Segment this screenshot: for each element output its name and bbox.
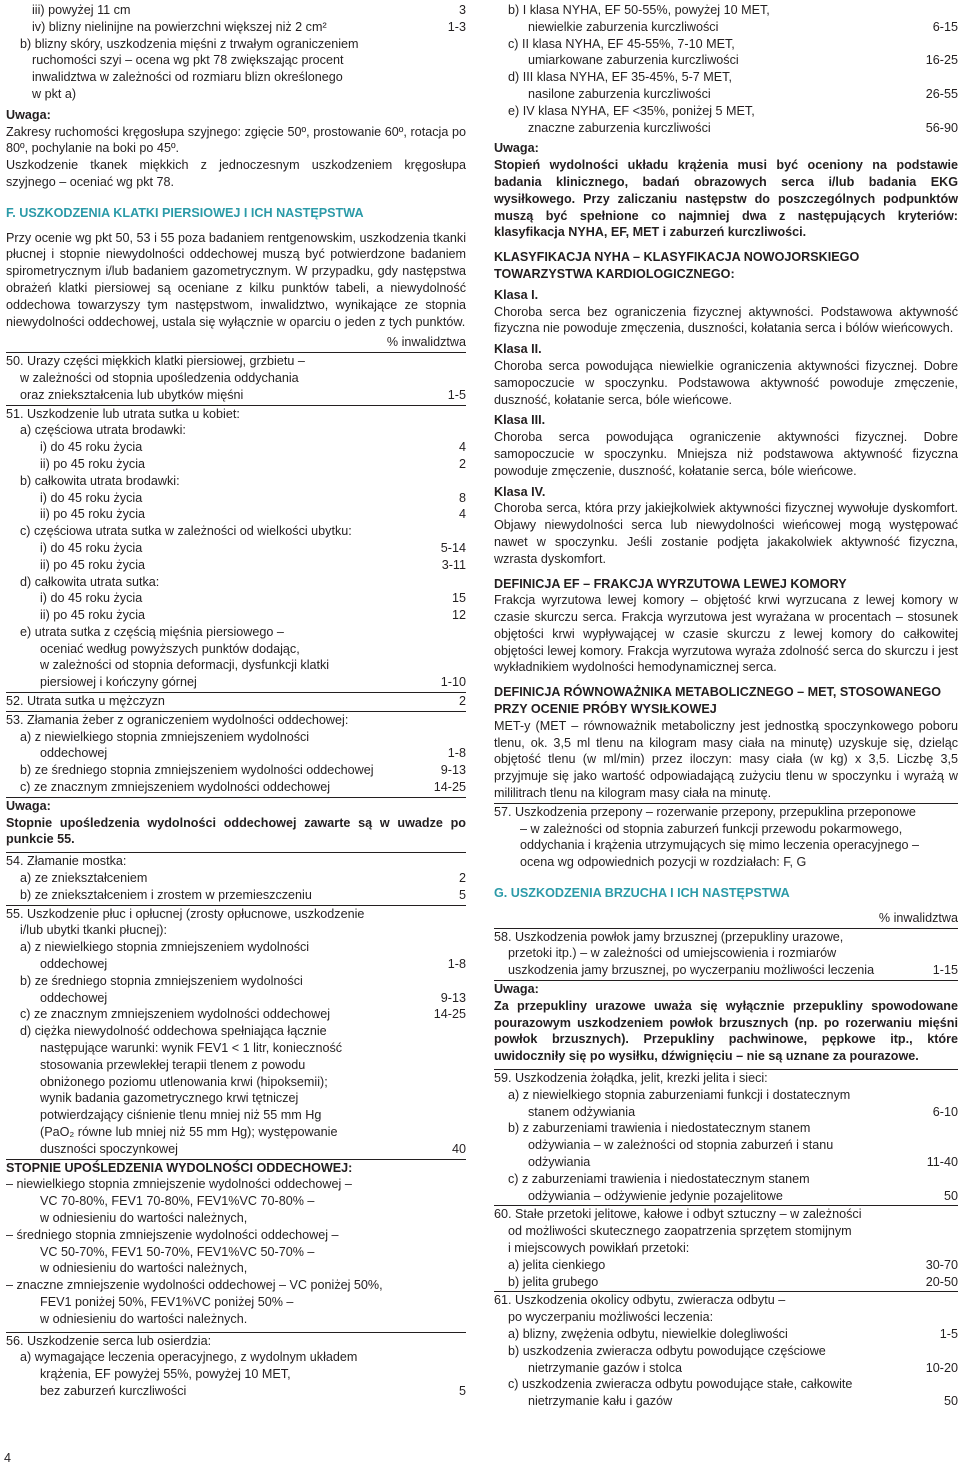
list-item — [6, 540, 466, 557]
item-text: a) blizny, zwężenia odbytu, niewielkie dolegliwości — [508, 1326, 788, 1341]
item-value: 1-5 — [447, 387, 466, 402]
item-text: iv) blizny nielinijne na powierzchni większej niż 2 cm² — [32, 19, 327, 34]
item-text: nietrzymanie kału i gazów — [528, 1394, 673, 1409]
list-item — [494, 1309, 958, 1326]
list-item — [6, 86, 466, 103]
item-text: potwierdzający ciśnienie tlenu mniej niż 55 mm Hg — [40, 1108, 322, 1123]
item-text: c) II klasa NYHA, EF 45-55%, 7-10 MET, — [508, 36, 735, 51]
items-list — [494, 1069, 958, 1410]
item-text: ii) po 45 roku życia — [40, 507, 145, 522]
list-item — [6, 353, 466, 370]
item-text: krążenia, EF powyżej 55%, powyżej 10 MET, — [40, 1367, 291, 1382]
list-item — [494, 1292, 958, 1309]
list-item — [6, 956, 466, 973]
list-item — [494, 804, 958, 821]
item-text: oddychania i krążenia utrzymujących się mimo leczenia operacyjnego – — [520, 838, 920, 853]
item-text: 60. Stałe przetoki jelitowe, kałowe i odbyt sztuczny – w zależności — [494, 1207, 862, 1222]
item-value: 15 — [451, 591, 466, 606]
list-item — [494, 962, 958, 979]
list-item — [6, 1074, 466, 1091]
item-text: w odniesieniu do wartości należnych, — [40, 1261, 248, 1276]
met-title: DEFINICJA RÓWNOWAŻNIKA METABOLICZNEGO – MET, STOSOWANEGO PRZY OCENIE PRÓBY WYSIŁKOWEJ — [494, 685, 942, 717]
item-text: a) z niewielkiego stopnia zmniejszeniem wydolności — [20, 729, 310, 744]
item-text: i) do 45 roku życia — [40, 591, 143, 606]
class-text: Choroba serca bez ograniczenia fizycznej aktywności. Podstawowa aktywność fizyczna nie powoduje zmęczenia, duszności, kołatania serca i bólów wieńcowych. — [494, 304, 958, 336]
list-item — [6, 1023, 466, 1040]
list-item — [494, 1137, 958, 1154]
item-text: 61. Uszkodzenia okolicy odbytu, zwieracza odbytu – — [494, 1293, 786, 1308]
list-item — [6, 1277, 466, 1294]
item-value: 5 — [458, 1383, 466, 1398]
item-text: 52. Utrata sutka u mężczyzn — [6, 694, 165, 709]
list-item — [6, 1294, 466, 1311]
page-number: 4 — [4, 1451, 12, 1465]
class-label: Klasa II. — [494, 342, 542, 357]
list-item — [6, 506, 466, 523]
item-value: 1-15 — [932, 963, 958, 978]
item-text: w zależności od stopnia deformacji, dysfunkcji klatki — [40, 658, 330, 673]
item-text: b) ze zniekształceniem i zrostem w przemieszczeniu — [20, 887, 312, 902]
items-list — [6, 1332, 466, 1400]
item-text: ocena wg odpowiednich pozycji w rozdziałach: F, G — [520, 855, 807, 870]
list-item — [6, 939, 466, 956]
item-text: – znaczne zmniejszenie wydolności oddechowej – VC poniżej 50%, — [6, 1278, 383, 1293]
list-item — [6, 52, 466, 69]
list-item — [494, 36, 958, 53]
item-text: FEV1 poniżej 50%, FEV1%VC poniżej 50% – — [40, 1294, 294, 1309]
list-item — [494, 52, 958, 69]
levels-list — [6, 1176, 466, 1327]
item-text: duszności spoczynkowej — [40, 1141, 178, 1156]
class-label: Klasa IV. — [494, 484, 546, 499]
list-item — [6, 1210, 466, 1227]
item-text: b) I klasa NYHA, EF 50-55%, powyżej 10 MET, — [508, 3, 770, 17]
item-text: 55. Uszkodzenie płuc i opłucnej (zrosty opłucnowe, uszkodzenie — [6, 906, 365, 921]
item-text: e) IV klasa NYHA, EF <35%, poniżej 5 MET, — [508, 103, 755, 118]
list-item — [6, 624, 466, 641]
item-text: – niewielkiego stopnia zmniejszenie wydolności oddechowej – — [6, 1177, 352, 1192]
list-item — [494, 1171, 958, 1188]
item-value: 2 — [458, 456, 466, 471]
item-text: i) do 45 roku życia — [40, 490, 143, 505]
list-item — [6, 990, 466, 1007]
item-value: 3 — [458, 3, 466, 17]
item-text: ruchomości szyi – ocena wg pkt 78 zwiększając procent — [32, 53, 344, 68]
note-text: Za przepukliny urazowe uważa się wyłącznie przepukliny spowodowane pourazowym uszkodzeniem powłok brzusznych (np. po rozerwaniu mięśni powłok brzusznych). Przepukliny pachwinowe, pępkowe itp., które uwidoczniły się po wysiłku, dźwignięciu – nie są uznane za pourazowe. — [494, 998, 958, 1064]
item-value: 14-25 — [433, 780, 466, 795]
item-value: 1-5 — [939, 1326, 958, 1341]
list-item — [6, 657, 466, 674]
item-text: 50. Urazy części miękkich klatki piersiowej, grzbietu – — [6, 354, 305, 369]
list-item — [6, 1176, 466, 1193]
list-item — [6, 762, 466, 779]
list-item — [6, 406, 466, 423]
list-item — [494, 1326, 958, 1343]
item-text: i) do 45 roku życia — [40, 540, 143, 555]
item-text: odżywiania – odżywienie jedynie pozajelitowe — [528, 1188, 783, 1203]
percent-header: % inwalidztwa — [878, 910, 958, 925]
item-value: 20-50 — [925, 1274, 958, 1289]
list-item — [494, 86, 958, 103]
item-text: inwalidztwa w zależności od rozmiaru blizn określonego — [32, 70, 343, 85]
item-text: w zależności od stopnia upośledzenia oddychania — [20, 370, 299, 385]
list-item — [6, 1366, 466, 1383]
item-text: oceniać według powyższych punktów dodając, — [40, 641, 300, 656]
list-item — [494, 103, 958, 120]
list-item — [6, 922, 466, 939]
section-title: F. USZKODZENIA KLATKI PIERSIOWEJ I ICH NASTĘPSTWA — [6, 205, 364, 220]
nyha-title: KLASYFIKACJA NYHA – KLASYFIKACJA NOWOJORSKIEGO TOWARZYSTWA KARDIOLOGICZNEGO: — [494, 250, 860, 281]
item-text: b) całkowita utrata brodawki: — [20, 473, 180, 488]
item-text: VC 50-70%, FEV1 50-70%, FEV1%VC 50-70% – — [40, 1244, 315, 1259]
list-item — [6, 906, 466, 923]
note-text: Stopnie upośledzenia wydolności oddechowej zawarte są w uwadze po punkcie 55. — [6, 815, 466, 847]
item-text: i/lub ubytki tkanki płucnej): — [20, 923, 167, 938]
list-item — [6, 712, 466, 729]
list-item — [6, 439, 466, 456]
left-column — [6, 2, 466, 1400]
item-text: – średniego stopnia zmniejszenie wydolności oddechowej – — [6, 1227, 339, 1242]
ef-title: DEFINICJA EF – FRAKCJA WYRZUTOWA LEWEJ KOMORY — [494, 576, 847, 591]
item-text: po wyczerpaniu możliwości leczenia: — [508, 1310, 714, 1325]
list-item — [6, 853, 466, 870]
item-text: b) uszkodzenia zwieracza odbytu powodujące częściowe — [508, 1343, 826, 1358]
item-text: od możliwości skutecznego zaopatrzenia sprzętem stomijnym — [508, 1224, 852, 1239]
list-item — [6, 1057, 466, 1074]
list-item — [494, 1343, 958, 1360]
list-item — [494, 1360, 958, 1377]
item-text: odżywiania — [528, 1155, 591, 1169]
item-value: 10-20 — [925, 1360, 958, 1375]
item-value: 3-11 — [441, 557, 466, 572]
list-item — [6, 1311, 466, 1328]
note-label: Uwaga: — [6, 798, 51, 813]
item-text: c) ze znacznym zmniejszeniem wydolności oddechowej — [20, 780, 331, 795]
item-value: 1-10 — [440, 675, 466, 690]
list-item — [6, 693, 466, 710]
list-item — [6, 607, 466, 624]
item-text: i) do 45 roku życia — [40, 440, 143, 455]
item-value: 6-15 — [932, 19, 958, 34]
list-item — [494, 1070, 958, 1087]
item-text: niewielkie zaburzenia kurczliwości — [528, 19, 719, 34]
list-item — [494, 120, 958, 137]
list-item — [6, 422, 466, 439]
list-item — [494, 1154, 958, 1171]
list-item — [6, 745, 466, 762]
list-item — [494, 1393, 958, 1410]
item-value: 9-13 — [440, 990, 466, 1005]
item-text: 51. Uszkodzenie lub utrata sutka u kobiet: — [6, 406, 240, 421]
list-item — [6, 1090, 466, 1107]
item-text: w odniesieniu do wartości należnych, — [40, 1210, 248, 1225]
items-list — [6, 852, 466, 1157]
item-value: 50 — [943, 1394, 958, 1409]
section-title: G. USZKODZENIA BRZUCHA I ICH NASTĘPSTWA — [494, 886, 790, 901]
item-text: 53. Złamania żeber z ograniczeniem wydolności oddechowej: — [6, 712, 349, 727]
list-item — [494, 1223, 958, 1240]
list-item — [6, 456, 466, 473]
list-item — [6, 973, 466, 990]
item-text: oddechowej — [40, 746, 108, 761]
list-item — [494, 945, 958, 962]
list-item — [494, 929, 958, 946]
note-label: Uwaga: — [6, 107, 51, 122]
item-text: c) z zaburzeniami trawienia i niedostatecznym stanem — [508, 1171, 810, 1186]
item-text: 58. Uszkodzenia powłok jamy brzusznej (przepukliny urazowe, — [494, 929, 844, 944]
item-value: 4 — [458, 507, 466, 522]
item-58 — [494, 928, 958, 979]
list-item — [6, 729, 466, 746]
list-item — [6, 1107, 466, 1124]
item-57 — [494, 804, 958, 871]
list-item — [6, 1260, 466, 1277]
item-text: oddechowej — [40, 990, 108, 1005]
item-text: oddechowej — [40, 957, 108, 972]
item-text: i miejscowych powikłań przetoki: — [508, 1240, 690, 1255]
item-value: 16-25 — [925, 53, 958, 68]
class-label: Klasa III. — [494, 413, 546, 428]
list-item — [6, 1383, 466, 1400]
item-text: c) uszkodzenia zwieracza odbytu powodujące stałe, całkowite — [508, 1377, 853, 1392]
section-intro: Przy ocenie wg pkt 50, 53 i 55 poza badaniem rentgenowskim, uszkodzenia tkanki płucnej i stopnie niewydolności oddechowej muszą być potwierdzone badaniem spirometrycznym i/lub badaniem gazometrycznym. W przypadku, gdy następstwa obrażeń klatki piersiowej są oceniane z kilku punktów tabeli, a niewydolność oddechowa towarzyszy tym następstwom, inwalidztwo, wynikające ze stopnia niewydolności oddechowej, ustala się wyłącznie w oparciu o jeden z tych punktów. — [6, 230, 466, 329]
class-label: Klasa I. — [494, 287, 539, 302]
list-item — [6, 1349, 466, 1366]
list-item — [494, 1376, 958, 1393]
list-item — [6, 2, 466, 19]
item-value: 9-13 — [440, 763, 466, 778]
item-text: 57. Uszkodzenia przepony – rozerwanie przepony, przepuklina przeponowe — [494, 804, 916, 819]
list-item — [494, 2, 958, 19]
list-item — [6, 370, 466, 387]
list-item — [6, 490, 466, 507]
list-item — [6, 69, 466, 86]
item-text: a) ze zniekształceniem — [20, 871, 148, 886]
item-text: b) blizny skóry, uszkodzenia mięśni z trwałym ograniczeniem — [20, 36, 359, 51]
item-value: 5-14 — [440, 540, 466, 555]
item-text: stosowania przewlekłej terapii tlenem z powodu — [40, 1057, 306, 1072]
list-item — [6, 557, 466, 574]
nyha-classes — [494, 287, 958, 568]
items-list — [6, 352, 466, 796]
item-text: bez zaburzeń kurczliwości — [40, 1383, 187, 1398]
note-label: Uwaga: — [494, 982, 539, 997]
note-label: Uwaga: — [494, 141, 539, 156]
item-text: b) jelita grubego — [508, 1274, 599, 1289]
list-item — [494, 821, 958, 838]
item-value: 2 — [458, 694, 466, 709]
item-text: w pkt a) — [32, 86, 77, 101]
list-item — [494, 1087, 958, 1104]
left-top-lines — [6, 2, 466, 103]
item-text: ii) po 45 roku życia — [40, 608, 145, 623]
right-top-lines — [494, 2, 958, 136]
item-text: następujące warunki: wynik FEV1 < 1 litr, konieczność — [40, 1041, 343, 1056]
list-item — [6, 1141, 466, 1158]
item-value: 11-40 — [926, 1155, 958, 1169]
item-value: 1-8 — [447, 746, 466, 761]
right-column — [494, 2, 958, 1410]
item-text: c) częściowa utrata sutka w zależności od wielkości ubytku: — [20, 524, 352, 539]
list-item — [494, 854, 958, 871]
list-item — [6, 1193, 466, 1210]
list-item — [6, 523, 466, 540]
list-item — [6, 36, 466, 53]
item-value: 5 — [458, 887, 466, 902]
item-text: 56. Uszkodzenie serca lub osierdzia: — [6, 1333, 212, 1348]
met-text: MET-y (MET – równoważnik metaboliczny jest jednostką spoczynkowego poboru tlenu, ok. 3,5 ml tlenu na kilogram masy ciała na minutę) uzyskuje się, dzieląc objętość tlenu (w ml/min) przez iloczyn: masy ciała (w kg) x 3,5. Liczbę 3,5 przyjmuje się jako wartość odpowiadającą zużyciu tlenu w spoczynku i wyrażą w mililitrach tlenu na kilogram masy ciała na minutę. — [494, 718, 958, 801]
list-item — [6, 779, 466, 796]
item-text: a) z niewielkiego stopnia zmniejszeniem wydolności — [20, 940, 310, 955]
item-value: 40 — [451, 1141, 466, 1156]
item-text: 54. Złamanie mostka: — [6, 854, 127, 869]
item-text: a) częściowa utrata brodawki: — [20, 423, 186, 438]
list-item — [494, 19, 958, 36]
item-text: w odniesieniu do wartości należnych. — [40, 1311, 248, 1326]
item-text: uszkodzenia jamy brzusznej, po wyczerpaniu możliwości leczenia — [508, 963, 875, 978]
ef-text: Frakcja wyrzutowa lewej komory – objętość krwi wyrzucana z lewej komory w czasie skurczu serca. Frakcja wyrzutowa jest wyrażana w procentach – stosunek objętości krwi wypływającej w czasie skurczu z lewej komory do całkowitej objętości lewej komory. Frakcja wyrzutowa wyraża zdolność serca do skurczu i jest wykładnikiem wydolności hemodynamicznej serca. — [494, 593, 958, 675]
list-item — [6, 641, 466, 658]
item-value: 12 — [451, 608, 466, 623]
list-item — [6, 574, 466, 591]
class-text: Choroba serca powodująca ograniczenie aktywności fizycznej. Dobre samopoczucie w spoczynku. Mniejsza niż podstawowa aktywność fizyczna powoduje zmęczenie, duszność, kołatanie serca, bóle wieńcowe. — [494, 430, 958, 478]
item-text: 59. Uszkodzenia żołądka, jelit, krezki jelita i sieci: — [494, 1071, 768, 1086]
item-text: d) III klasa NYHA, EF 35-45%, 5-7 MET, — [508, 70, 732, 85]
item-text: (PaO₂ równe lub mniej niż 55 mm Hg); występowanie — [40, 1125, 338, 1139]
item-text: b) z zaburzeniami trawienia i niedostatecznym stanem — [508, 1121, 811, 1136]
item-text: a) z niewielkiego stopnia zaburzeniami funkcji i dostatecznym — [508, 1087, 851, 1102]
item-value: 8 — [458, 490, 466, 505]
class-text: Choroba serca, która przy jakiejkolwiek aktywności fizycznej wywołuje dyskomfort. Objawy niewydolności serca lub niewydolności wieńcowej mogą występować nawet w spoczynku. Jeśli zostanie podjęta jakakolwiek aktywność fizyczna, wzrasta dyskomfort. — [494, 501, 958, 566]
item-value: 56-90 — [925, 120, 958, 135]
item-text: d) całkowita utrata sutka: — [20, 574, 160, 589]
item-value: 50 — [943, 1188, 958, 1203]
list-item — [494, 1104, 958, 1121]
item-text: odżywiania – w zależności od stopnia zaburzeń i stanu — [528, 1138, 834, 1153]
item-text: VC 70-80%, FEV1 70-80%, FEV1%VC 70-80% – — [40, 1194, 315, 1209]
item-text: stanem odżywiania — [528, 1104, 636, 1119]
item-text: c) ze znacznym zmniejszeniem wydolności oddechowej — [20, 1007, 331, 1022]
levels-title: STOPNIE UPOŚLEDZENIA WYDOLNOŚCI ODDECHOWEJ: — [6, 1160, 353, 1175]
list-item — [494, 837, 958, 854]
list-item — [494, 1257, 958, 1274]
list-item — [6, 674, 466, 691]
note-paragraph: Zakresy ruchomości kręgosłupa szyjnego: zgięcie 50º, prostowanie 60º, rotacja po 80º, pochylanie na boki po 45º. — [6, 124, 466, 156]
item-value: 6-10 — [932, 1104, 958, 1119]
class-text: Choroba serca powodująca niewielkie ograniczenia aktywności fizycznej. Dobre samopoczucie w spoczynku. Podstawowa aktywność powoduje zmęczenie, duszność, kołatanie serca, bóle wieńcowe. — [494, 358, 958, 407]
item-value: 14-25 — [433, 1007, 466, 1022]
item-text: nietrzymanie gazów i stolca — [528, 1360, 682, 1375]
item-text: wynik badania gazometrycznego krwi tętniczej — [40, 1091, 299, 1106]
item-text: a) wymagające leczenia operacyjnego, z wydolnym układem — [20, 1350, 358, 1365]
list-item — [6, 473, 466, 490]
item-text: umiarkowane zaburzenia kurczliwości — [528, 53, 739, 68]
list-item — [494, 1188, 958, 1205]
list-item — [494, 1240, 958, 1257]
item-text: b) ze średniego stopnia zmniejszeniem wydolności oddechowej — [20, 763, 374, 778]
item-text: b) ze średniego stopnia zmniejszeniem wydolności — [20, 973, 303, 988]
list-item — [6, 1227, 466, 1244]
item-value: 2 — [458, 871, 466, 886]
item-text: e) utrata sutka z częścią mięśnia piersiowego – — [20, 624, 284, 639]
item-text: ii) po 45 roku życia — [40, 557, 145, 572]
item-value: 1-8 — [447, 957, 466, 972]
list-item — [6, 19, 466, 36]
note-paragraph: Uszkodzenie tkanek miękkich z jednoczesnym uszkodzeniem kręgosłupa szyjnego – oceniać wg pkt 78. — [6, 158, 466, 189]
item-text: piersiowej i kończyny górnej — [40, 675, 197, 690]
item-text: nasilone zaburzenia kurczliwości — [528, 86, 711, 101]
list-item — [494, 69, 958, 86]
list-item — [494, 1274, 958, 1291]
item-text: znaczne zaburzenia kurczliwości — [528, 120, 711, 135]
list-item — [6, 1244, 466, 1261]
item-text: a) jelita cienkiego — [508, 1257, 606, 1272]
item-text: iii) powyżej 11 cm — [32, 3, 131, 17]
item-text: d) ciężka niewydolność oddechowa spełniająca łącznie — [20, 1024, 327, 1039]
item-text: przetoki itp.) – w zależności od umiejscowienia i rozmiarów — [508, 946, 837, 961]
list-item — [6, 1040, 466, 1057]
note-text: Stopień wydolności układu krążenia musi być oceniony na podstawie badania klinicznego, badań obrazowych serca i/lub badania EKG wysiłkowego. Przy zaliczaniu następstw do poszczególnych podpunktów muszą być spełnione co najmniej dwa z następujących kryteriów: klasyfikacja NYHA, EF, MET i zaburzeń kurczliwości. — [494, 158, 958, 240]
item-value: 4 — [458, 440, 466, 455]
list-item — [6, 1333, 466, 1350]
item-text: obniżonego poziomu utlenowania krwi (hipoksemii); — [40, 1074, 328, 1089]
item-value: 1-3 — [447, 19, 466, 34]
item-value: 30-70 — [925, 1257, 958, 1272]
item-text: – w zależności od stopnia zaburzeń funkcji przewodu pokarmowego, — [520, 821, 903, 836]
item-text: ii) po 45 roku życia — [40, 456, 145, 471]
item-value: 26-55 — [925, 86, 958, 101]
list-item — [494, 1206, 958, 1223]
item-text: oraz zniekształcenia lub ubytków mięśni — [20, 387, 244, 402]
list-item — [6, 387, 466, 404]
list-item — [6, 887, 466, 904]
list-item — [6, 1006, 466, 1023]
list-item — [6, 1124, 466, 1141]
list-item — [494, 1120, 958, 1137]
list-item — [6, 870, 466, 887]
list-item — [6, 590, 466, 607]
percent-header: % inwalidztwa — [386, 335, 466, 350]
